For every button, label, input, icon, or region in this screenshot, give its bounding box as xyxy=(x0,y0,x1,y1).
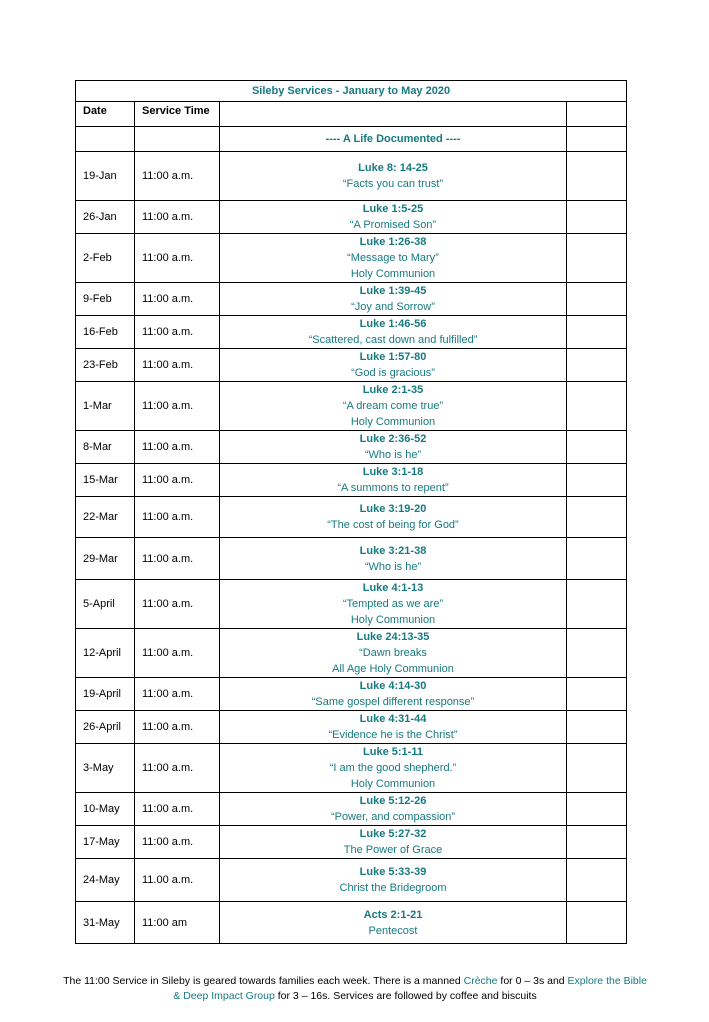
scripture-reference: Luke 1:26-38 xyxy=(359,236,427,248)
footer-note xyxy=(60,974,650,1004)
sermon-cell xyxy=(220,826,567,859)
sermon-cell xyxy=(220,431,567,464)
extra-cell xyxy=(567,152,627,201)
subtitle-row xyxy=(76,127,627,152)
service-time: 11:00 a.m. xyxy=(135,382,220,431)
footer-text-2: for 0 – 3s and xyxy=(497,975,568,987)
sermon-title: “I am the good shepherd.” xyxy=(329,762,457,774)
scripture-reference: Luke 3:1-18 xyxy=(362,466,424,478)
sermon-title: “A dream come true” xyxy=(342,400,444,412)
scripture-reference: Luke 5:27-32 xyxy=(359,828,427,840)
sermon-title: “Who is he” xyxy=(364,449,422,461)
footer-text-3: for 3 – 16s. Services are followed by coffee and biscuits xyxy=(274,990,537,1002)
extra-cell xyxy=(567,349,627,382)
sermon-cell xyxy=(220,201,567,234)
table-row xyxy=(76,283,627,316)
scripture-reference: Luke 1:5-25 xyxy=(362,203,424,215)
service-time: 11:00 a.m. xyxy=(135,349,220,382)
service-time: 11:00 a.m. xyxy=(135,826,220,859)
service-note: Holy Communion xyxy=(350,614,436,626)
service-time: 11:00 a.m. xyxy=(135,793,220,826)
sermon-title: “Tempted as we are” xyxy=(342,598,444,610)
service-time: 11:00 a.m. xyxy=(135,744,220,793)
scripture-reference: Luke 1:46-56 xyxy=(359,318,427,330)
scripture-reference: Acts 2:1-21 xyxy=(363,908,423,921)
service-date: 8-Mar xyxy=(76,431,135,464)
service-date: 1-Mar xyxy=(76,382,135,431)
service-date: 31-May xyxy=(76,902,135,944)
extra-cell xyxy=(567,629,627,678)
sermon-cell xyxy=(220,349,567,382)
sermon-title: “Message to Mary” xyxy=(347,252,439,264)
table-row xyxy=(76,464,627,497)
sermon-cell xyxy=(220,678,567,711)
footer-explore-group: Explore the Bible & Deep Impact Group xyxy=(173,975,647,1002)
table-row xyxy=(76,234,627,283)
service-date: 9-Feb xyxy=(76,283,135,316)
title-row xyxy=(76,81,627,102)
sermon-cell xyxy=(220,902,567,944)
table-row xyxy=(76,538,627,580)
service-time: 11.00 a.m. xyxy=(135,859,220,902)
service-note: All Age Holy Communion xyxy=(332,663,454,675)
service-date: 26-April xyxy=(76,711,135,744)
service-date: 19-Jan xyxy=(76,152,135,201)
service-time: 11:00 a.m. xyxy=(135,580,220,629)
sermon-title: “Who is he” xyxy=(364,560,422,573)
service-date: 3-May xyxy=(76,744,135,793)
header-row xyxy=(76,102,627,127)
service-date: 17-May xyxy=(76,826,135,859)
extra-cell xyxy=(567,711,627,744)
extra-cell xyxy=(567,234,627,283)
sermon-title: Christ the Bridegroom xyxy=(339,882,447,894)
subtitle-time-cell xyxy=(135,127,220,152)
service-note: Holy Communion xyxy=(350,416,436,428)
sermon-title: “Joy and Sorrow” xyxy=(351,301,435,313)
sermon-cell xyxy=(220,464,567,497)
scripture-reference: Luke 5:33-39 xyxy=(359,866,427,878)
sermon-title: “A summons to repent” xyxy=(337,482,449,494)
extra-cell xyxy=(567,497,627,538)
sermon-cell xyxy=(220,538,567,580)
sermon-title: Pentecost xyxy=(368,924,418,937)
table-row xyxy=(76,629,627,678)
extra-cell xyxy=(567,678,627,711)
sermon-cell xyxy=(220,316,567,349)
service-time: 11:00 a.m. xyxy=(135,283,220,316)
extra-cell xyxy=(567,744,627,793)
service-date: 24-May xyxy=(76,859,135,902)
extra-cell xyxy=(567,538,627,580)
service-time: 11:00 a.m. xyxy=(135,201,220,234)
service-date: 29-Mar xyxy=(76,538,135,580)
footer-creche: Crèche xyxy=(463,975,498,987)
table-row xyxy=(76,793,627,826)
service-time: 11:00 a.m. xyxy=(135,678,220,711)
sermon-title: “Same gospel different response” xyxy=(311,696,475,708)
scripture-reference: Luke 3:21-38 xyxy=(359,544,427,557)
service-date: 15-Mar xyxy=(76,464,135,497)
service-note: Holy Communion xyxy=(350,778,436,790)
table-row xyxy=(76,349,627,382)
service-date: 22-Mar xyxy=(76,497,135,538)
sermon-cell xyxy=(220,234,567,283)
service-time: 11:00 a.m. xyxy=(135,629,220,678)
sermon-title: “The cost of being for God” xyxy=(327,519,459,531)
service-time: 11:00 a.m. xyxy=(135,497,220,538)
sermon-title: “God is gracious” xyxy=(351,367,435,379)
table-row xyxy=(76,152,627,201)
table-row xyxy=(76,859,627,902)
header-extra xyxy=(567,102,627,127)
service-date: 26-Jan xyxy=(76,201,135,234)
services-table xyxy=(75,80,627,944)
scripture-reference: Luke 3:19-20 xyxy=(359,503,427,515)
sermon-cell xyxy=(220,859,567,902)
sermon-cell xyxy=(220,382,567,431)
service-note: Holy Communion xyxy=(350,268,436,280)
table-row xyxy=(76,678,627,711)
table-row xyxy=(76,431,627,464)
sermon-title: “Scattered, cast down and fulfilled” xyxy=(308,334,478,346)
sermon-cell xyxy=(220,580,567,629)
table-row xyxy=(76,826,627,859)
header-sermon xyxy=(220,102,567,127)
extra-cell xyxy=(567,316,627,349)
service-time: 11:00 a.m. xyxy=(135,538,220,580)
sermon-title: “A Promised Son” xyxy=(349,219,437,231)
service-time: 11:00 a.m. xyxy=(135,152,220,201)
footer-text-1: The 11:00 Service in Sileby is geared towards families each week. There is a manned xyxy=(63,975,464,987)
table-title: Sileby Services - January to May 2020 xyxy=(76,81,627,102)
service-date: 5-April xyxy=(76,580,135,629)
extra-cell xyxy=(567,859,627,902)
sermon-cell xyxy=(220,793,567,826)
extra-cell xyxy=(567,283,627,316)
service-date: 16-Feb xyxy=(76,316,135,349)
service-time: 11:00 a.m. xyxy=(135,464,220,497)
service-time: 11:00 a.m. xyxy=(135,316,220,349)
table-row xyxy=(76,902,627,944)
extra-cell xyxy=(567,464,627,497)
extra-cell xyxy=(567,201,627,234)
sermon-title: “Evidence he is the Christ” xyxy=(328,729,458,741)
service-time: 11:00 a.m. xyxy=(135,711,220,744)
extra-cell xyxy=(567,793,627,826)
sermon-title: The Power of Grace xyxy=(343,844,443,856)
service-date: 19-April xyxy=(76,678,135,711)
sermon-cell xyxy=(220,711,567,744)
header-date: Date xyxy=(76,102,135,127)
extra-cell xyxy=(567,431,627,464)
scripture-reference: Luke 1:57-80 xyxy=(359,351,427,363)
table-row xyxy=(76,744,627,793)
sermon-cell xyxy=(220,497,567,538)
service-date: 10-May xyxy=(76,793,135,826)
sermon-title: “Dawn breaks xyxy=(359,647,427,659)
sermon-title: “Facts you can trust” xyxy=(342,178,444,190)
sermon-cell xyxy=(220,152,567,201)
service-date: 12-April xyxy=(76,629,135,678)
scripture-reference: Luke 8: 14-25 xyxy=(358,162,428,174)
sermon-title: “Power, and compassion” xyxy=(330,811,456,823)
scripture-reference: Luke 4:31-44 xyxy=(359,713,427,725)
table-row xyxy=(76,497,627,538)
header-service-time: Service Time xyxy=(135,102,220,127)
service-time: 11:00 a.m. xyxy=(135,431,220,464)
extra-cell xyxy=(567,826,627,859)
service-time: 11:00 am xyxy=(135,902,220,944)
scripture-reference: Luke 5:12-26 xyxy=(359,795,427,807)
table-row xyxy=(76,580,627,629)
service-date: 23-Feb xyxy=(76,349,135,382)
scripture-reference: Luke 24:13-35 xyxy=(356,631,430,643)
extra-cell xyxy=(567,580,627,629)
table-row xyxy=(76,382,627,431)
scripture-reference: Luke 4:14-30 xyxy=(359,680,427,692)
extra-cell xyxy=(567,902,627,944)
service-time: 11:00 a.m. xyxy=(135,234,220,283)
service-date: 2-Feb xyxy=(76,234,135,283)
scripture-reference: Luke 1:39-45 xyxy=(359,285,427,297)
scripture-reference: Luke 5:1-11 xyxy=(363,746,423,758)
sermon-cell xyxy=(220,283,567,316)
subtitle-date-cell xyxy=(76,127,135,152)
table-row xyxy=(76,316,627,349)
extra-cell xyxy=(567,382,627,431)
series-subtitle: ---- A Life Documented ---- xyxy=(220,127,567,152)
subtitle-extra-cell xyxy=(567,127,627,152)
sermon-cell xyxy=(220,744,567,793)
table-row xyxy=(76,201,627,234)
table-row xyxy=(76,711,627,744)
scripture-reference: Luke 2:36-52 xyxy=(359,433,427,445)
sermon-cell xyxy=(220,629,567,678)
scripture-reference: Luke 4:1-13 xyxy=(362,582,424,594)
scripture-reference: Luke 2:1-35 xyxy=(362,384,424,396)
